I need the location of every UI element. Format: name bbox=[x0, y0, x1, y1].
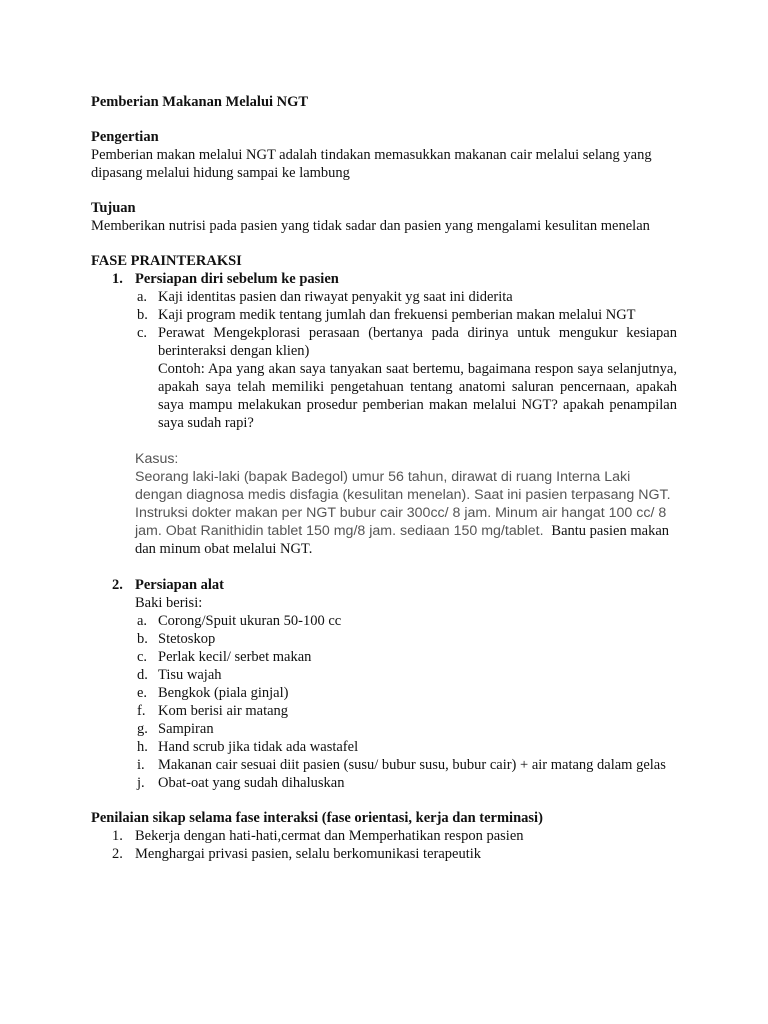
tujuan-heading: Tujuan bbox=[91, 200, 136, 216]
list-item-label: i. bbox=[137, 757, 145, 773]
list-item-text: Perawat Mengekplorasi perasaan (bertanya pada dirinya untuk mengukur kesiapan berinteraksi dengan klien) bbox=[158, 325, 677, 359]
pengertian-text: Pemberian makan melalui NGT adalah tindakan memasukkan makanan cair melalui selang yang dipasang melalui hidung sampai ke lambung bbox=[91, 147, 652, 181]
kasus-text bbox=[135, 468, 677, 558]
list-item-text: Kaji identitas pasien dan riwayat penyakit yg saat ini diderita bbox=[158, 289, 513, 305]
document-title: Pemberian Makanan Melalui NGT bbox=[91, 94, 309, 110]
list-item-label: g. bbox=[137, 721, 148, 737]
list-item-text: Corong/Spuit ukuran 50-100 cc bbox=[158, 613, 342, 629]
list-item-label: b. bbox=[137, 307, 148, 323]
section-2-number: 2. bbox=[112, 577, 123, 593]
kasus-block bbox=[135, 450, 677, 558]
list-item bbox=[91, 720, 677, 738]
list-item-label: d. bbox=[137, 667, 148, 683]
section-2-heading bbox=[91, 576, 677, 594]
list-item-text: Makanan cair sesuai diit pasien (susu/ bubur susu, bubur cair) + air matang dalam gelas bbox=[158, 757, 666, 773]
list-item bbox=[91, 630, 677, 648]
document-page bbox=[91, 93, 677, 863]
list-item bbox=[91, 324, 677, 360]
kasus-instruction: Bantu pasien makan dan minum obat melalui NGT. bbox=[135, 523, 670, 557]
list-item bbox=[91, 306, 677, 324]
list-item-text: Perlak kecil/ serbet makan bbox=[158, 649, 312, 665]
section-1-heading bbox=[91, 270, 677, 288]
list-item-label: j. bbox=[137, 775, 145, 791]
list-item bbox=[91, 827, 677, 845]
list-item-label: a. bbox=[137, 289, 148, 305]
list-item-text: Menghargai privasi pasien, selalu berkomunikasi terapeutik bbox=[135, 846, 482, 862]
section-1-title: Persiapan diri sebelum ke pasien bbox=[135, 271, 339, 287]
list-item-text: Kom berisi air matang bbox=[158, 703, 289, 719]
list-item-text: Kaji program medik tentang jumlah dan frekuensi pemberian makan melalui NGT bbox=[158, 307, 636, 323]
fase-heading: FASE PRAINTERAKSI bbox=[91, 253, 242, 269]
list-item bbox=[91, 845, 677, 863]
list-item-label: h. bbox=[137, 739, 148, 755]
tujuan-text: Memberikan nutrisi pada pasien yang tidak sadar dan pasien yang mengalami kesulitan menelan bbox=[91, 218, 650, 234]
list-item bbox=[91, 702, 677, 720]
list-item-text: Bekerja dengan hati-hati,cermat dan Memperhatikan respon pasien bbox=[135, 828, 524, 844]
list-item-text: Hand scrub jika tidak ada wastafel bbox=[158, 739, 359, 755]
list-item bbox=[91, 648, 677, 666]
list-item-label: a. bbox=[137, 613, 148, 629]
list-item-label: e. bbox=[137, 685, 148, 701]
kasus-body: Seorang laki-laki (bapak Badegol) umur 56 tahun, dirawat di ruang Interna Laki dengan diagnosa medis disfagia (kesulitan menelan). Saat ini pasien terpasang NGT. Instruksi dokter makan per NGT bubur cair 300cc/ 8 jam. Minum air hangat 100 cc/ 8 jam. Obat Ranithidin tablet 150 mg/8 jam. sediaan 150 mg/tablet. bbox=[135, 469, 671, 539]
list-item-label: c. bbox=[137, 649, 148, 665]
list-item-text: Obat-oat yang sudah dihaluskan bbox=[158, 775, 345, 791]
list-item bbox=[91, 288, 677, 306]
list-item-text: Bengkok (piala ginjal) bbox=[158, 685, 289, 701]
baki-label: Baki berisi: bbox=[135, 595, 203, 611]
list-item bbox=[91, 756, 677, 774]
contoh-text: Contoh: Apa yang akan saya tanyakan saat bertemu, bagaimana respon saya selanjutnya, apakah saya telah memiliki pengetahuan tentang anatomi saluran pencernaan, apakah saya mampu melakukan prosedur pemberian makan melalui NGT? apakah penampilan saya sudah rapi? bbox=[158, 361, 677, 431]
list-item-label: 1. bbox=[112, 828, 123, 844]
pengertian-heading: Pengertian bbox=[91, 129, 159, 145]
list-item bbox=[91, 684, 677, 702]
penilaian-heading: Penilaian sikap selama fase interaksi (fase orientasi, kerja dan terminasi) bbox=[91, 810, 543, 826]
list-item-label: f. bbox=[137, 703, 146, 719]
list-item bbox=[91, 666, 677, 684]
list-item bbox=[91, 612, 677, 630]
section-1-number: 1. bbox=[112, 271, 123, 287]
list-item-label: b. bbox=[137, 631, 148, 647]
section-2-title: Persiapan alat bbox=[135, 577, 225, 593]
list-item bbox=[91, 738, 677, 756]
list-item-text: Sampiran bbox=[158, 721, 214, 737]
list-item-label: c. bbox=[137, 325, 148, 341]
list-item-text: Stetoskop bbox=[158, 631, 216, 647]
list-item-label: 2. bbox=[112, 846, 123, 862]
list-item bbox=[91, 774, 677, 792]
kasus-label: Kasus: bbox=[135, 451, 179, 467]
list-item-text: Tisu wajah bbox=[158, 667, 222, 683]
